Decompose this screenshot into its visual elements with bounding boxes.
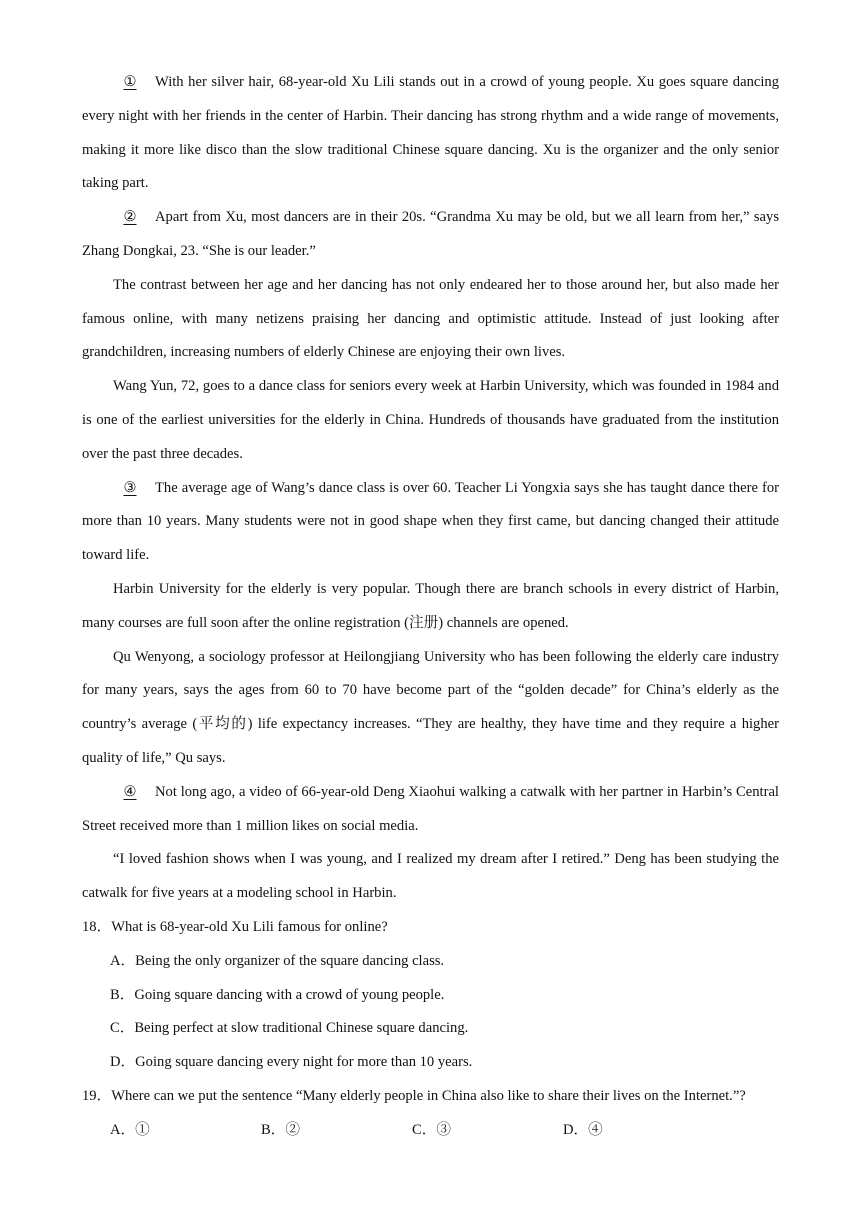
blank-1: ① [123, 74, 137, 90]
paragraph-6: Harbin University for the elderly is very popular. Though there are branch schools in every district of Harbin, many courses are full soon after the online registration (注册) channels are opened. [82, 580, 779, 631]
question-text: What is 68-year-old Xu Lili famous for online? [111, 918, 388, 935]
option-letter: A． [110, 1121, 136, 1138]
blank-4: ④ [123, 783, 137, 800]
option-text: Being perfect at slow traditional Chinese square dancing. [134, 1020, 469, 1037]
question-18 [82, 911, 779, 1080]
question-19-option-b[interactable] [261, 1114, 412, 1148]
option-letter: D． [563, 1121, 589, 1138]
paragraph-5 [82, 472, 779, 573]
question-18-option-c[interactable] [110, 1012, 779, 1046]
question-19-option-a[interactable] [110, 1114, 261, 1148]
option-text: Going square dancing with a crowd of young people. [134, 986, 445, 1003]
blank-3: ③ [123, 479, 137, 496]
option-letter: A． [110, 952, 136, 969]
question-19-option-d[interactable] [563, 1114, 714, 1148]
paragraph-2-text: Apart from Xu, most dancers are in their 20s. “Grandma Xu may be old, but we all learn from her,” says Zhang Dongkai, 23. “She is our leader.” [82, 209, 779, 259]
blank-2: ② [123, 209, 137, 226]
reading-passage [82, 66, 779, 1148]
paragraph-3: The contrast between her age and her dancing has not only endeared her to those around her, but also made her famous online, with many netizens praising her dancing and optimistic attitude. Instead of just looking after grandchildren, increasing numbers of elderly Chinese are enjoying their own lives. [82, 276, 779, 361]
option-text: Being the only organizer of the square dancing class. [135, 952, 445, 969]
question-19-stem [82, 1080, 779, 1114]
option-text: ② [285, 1121, 300, 1138]
option-letter: B． [110, 986, 135, 1003]
question-19 [82, 1080, 779, 1148]
paragraph-4: Wang Yun, 72, goes to a dance class for seniors every week at Harbin University, which was founded in 1984 and is one of the earliest universities for the elderly in China. Hundreds of thousands have graduated from the institution over the past three decades. [82, 378, 779, 462]
paragraph-7: Qu Wenyong, a sociology professor at Heilongjiang University who has been following the elderly care industry for many years, says the ages from 60 to 70 have become part of the “golden decade” for China’s elderly as the country’s average (平均的) life expectancy increases. “They are healthy, they have time and they require a higher quality of life,” Qu says. [82, 648, 779, 766]
option-letter: D． [110, 1054, 136, 1071]
question-18-option-d[interactable] [110, 1046, 779, 1080]
option-letter: C． [412, 1121, 437, 1138]
question-number: 18． [82, 918, 112, 935]
paragraph-9: “I loved fashion shows when I was young, and I realized my dream after I retired.” Deng has been studying the catwalk for five years at a modeling school in Harbin. [82, 851, 779, 902]
question-18-option-a[interactable] [110, 945, 779, 979]
paragraph-8-text: Not long ago, a video of 66-year-old Deng Xiaohui walking a catwalk with her partner in Harbin’s Central Street received more than 1 million likes on social media. [82, 783, 779, 834]
paragraph-2 [82, 201, 779, 269]
option-text: ④ [588, 1121, 603, 1138]
question-19-options [110, 1114, 779, 1148]
question-18-stem [82, 911, 779, 945]
paragraph-5-text: The average age of Wang’s dance class is over 60. Teacher Li Yongxia says she has taught dance there for more than 10 years. Many students were not in good shape when they first came, but dancing changed their attitude toward life. [82, 479, 779, 564]
option-letter: B． [261, 1121, 286, 1138]
paragraph-1 [82, 66, 779, 201]
question-number: 19． [82, 1087, 112, 1104]
option-text: ③ [436, 1121, 451, 1138]
option-text: Going square dancing every night for more than 10 years. [135, 1054, 473, 1071]
question-18-option-b[interactable] [110, 979, 779, 1013]
option-letter: C． [110, 1020, 135, 1037]
question-19-option-c[interactable] [412, 1114, 563, 1148]
paragraph-8 [82, 776, 779, 844]
paragraph-1-text: With her silver hair, 68-year-old Xu Lili stands out in a crowd of young people. Xu goes square dancing every night with her friends in the center of Harbin. Their dancing has strong rhythm and a wide range of movements, making it more like disco than the slow traditional Chinese square dancing. Xu is the organizer and the only senior taking part. [82, 74, 779, 192]
option-text: ① [135, 1121, 150, 1138]
question-text: Where can we put the sentence “Many elderly people in China also like to share their lives on the Internet.”? [111, 1087, 746, 1104]
